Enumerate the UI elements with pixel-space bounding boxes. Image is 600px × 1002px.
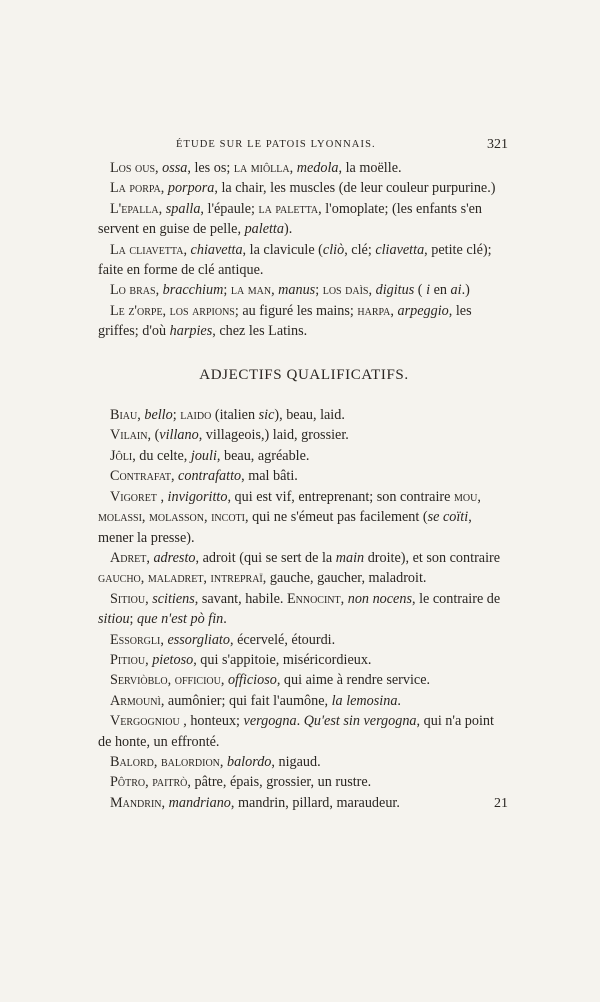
entry-text: , [155, 282, 163, 299]
section-title: ADJECTIFS QUALIFICATIFS. [199, 366, 409, 383]
entry-text: , villageois,) laid, grossier. [198, 427, 349, 444]
entry-text: ; [223, 282, 231, 299]
headword: Biau [110, 407, 138, 424]
italic-term: ossa [162, 160, 188, 176]
entry-text: , la moëlle. [338, 160, 402, 176]
body-text [98, 158, 510, 813]
entry-text: , [156, 488, 168, 505]
entry-text: , mal bâti. [241, 468, 298, 485]
entry-text: , mandrin, pillard, maraudeur. [230, 794, 400, 811]
italic-term: mandriano [168, 794, 231, 811]
headword: Lo bras [110, 282, 156, 299]
dictionary-entry [98, 466, 510, 486]
entry-text: droite), et son contraire [364, 549, 501, 566]
italic-term: la lemosina [331, 692, 398, 709]
headword: Mandrin [110, 794, 162, 811]
headword: Vigoret [110, 488, 157, 505]
italic-term: digitus [375, 282, 415, 299]
entry-text: , le contraire de [411, 590, 501, 607]
entry-text: , [137, 407, 145, 424]
italic-term: essorgliato [167, 631, 230, 648]
entry-text: , la chair, les muscles (de leur couleur purpurine.) [214, 180, 496, 197]
headword: Essorgli [110, 631, 161, 648]
headword: Armounì [110, 692, 161, 709]
entry-text: , nigaud. [271, 753, 321, 770]
entry-text: ), beau, laid. [274, 407, 345, 424]
headword: Balord, balordion [110, 753, 220, 770]
entry-text: , [170, 468, 179, 485]
headword: harpa [357, 302, 391, 319]
italic-term: i [426, 282, 431, 299]
italic-term: porpora [167, 180, 215, 197]
italic-term: sic [258, 407, 275, 424]
headword: los daìs [322, 282, 369, 299]
entry-text: . [296, 713, 304, 730]
entry-text: , gauche, gaucher, maladroit. [262, 570, 427, 587]
italic-term: non nocens [347, 590, 412, 607]
italic-term: jouli [190, 447, 217, 464]
dictionary-entry [98, 487, 510, 548]
headword: Le z'orpe, los arpions [110, 302, 235, 319]
italic-term: invigoritto [167, 488, 228, 505]
anatomy-entries [98, 158, 510, 342]
dictionary-entry [98, 240, 510, 281]
dictionary-entry [98, 199, 510, 240]
italic-term: bracchium [162, 282, 224, 299]
headword: Adret [110, 549, 147, 566]
entry-text: , [160, 631, 168, 648]
entry-text: . [223, 611, 227, 628]
headword: Pitiou [110, 651, 146, 668]
entry-text: ; au figuré les mains; [234, 302, 358, 319]
italic-term: contrafatto [178, 468, 242, 485]
italic-term: chiavetta [190, 241, 243, 258]
entry-text: , qui est vif, entreprenant; son contraire [227, 488, 454, 505]
entry-text: , [390, 302, 398, 319]
entry-text: , aumônier; qui fait l'aumône, [160, 692, 332, 709]
dictionary-entry [98, 650, 510, 670]
entry-text: , [220, 672, 228, 689]
headword: Vergogniou [110, 713, 180, 730]
entry-text: , [146, 549, 154, 566]
entry-text: , [271, 282, 279, 299]
entry-text: . [397, 692, 401, 709]
entry-text: , du celte, [132, 447, 191, 464]
entry-text: , [160, 180, 168, 197]
italic-term: vergogna [243, 713, 297, 730]
page-number: 321 [487, 137, 508, 152]
headword: Contrafat [110, 468, 171, 485]
headword: la paletta [258, 200, 319, 217]
dictionary-entry [98, 691, 510, 711]
entry-text: , beau, agréable. [216, 447, 310, 464]
italic-term: officioso [227, 672, 277, 689]
entry-text: , [145, 590, 153, 607]
adjective-entries [98, 405, 510, 813]
headword: la miôlla [233, 160, 290, 176]
headword: Serviòblo, officiou [110, 672, 221, 689]
dictionary-entry [98, 425, 510, 445]
italic-term: manus [278, 282, 316, 299]
italic-term: cliò [322, 241, 345, 258]
entry-text: , les griffes; d'où [98, 302, 472, 340]
dictionary-entry [98, 589, 510, 630]
entry-text: (italien [211, 407, 259, 424]
dictionary-entry [98, 405, 510, 425]
headword: la man [230, 282, 272, 299]
entry-text: , l'épaule; [200, 200, 259, 217]
entry-text: , [183, 241, 191, 258]
entry-text: , petite clé); faite en forme de clé antique. [98, 241, 492, 279]
italic-term: sitiou [98, 611, 130, 628]
entry-text: , mener la presse). [98, 509, 472, 546]
entry-text: en [430, 282, 451, 299]
headword: Jôli [110, 447, 133, 464]
dictionary-entry [98, 711, 510, 752]
entry-text: ). [283, 221, 293, 238]
italic-term: arpeggio [397, 302, 449, 319]
dictionary-entry [98, 772, 510, 792]
entry-text: , chez les Latins. [212, 323, 308, 340]
italic-term: main [335, 549, 365, 566]
italic-term: adresto [153, 549, 196, 566]
entry-text: , qui aime à rendre service. [276, 672, 431, 689]
entry-text: , les os; [187, 160, 234, 176]
italic-term: se coïti [427, 509, 469, 526]
entry-text: , clé; [344, 241, 376, 258]
running-header [98, 137, 508, 153]
headword: Pôtro, paitrò [110, 774, 188, 791]
entry-text: , écervelé, étourdi. [229, 631, 336, 648]
italic-term: que n'est pò fin [137, 611, 224, 628]
entry-text: ( [414, 282, 427, 299]
headword: La cliavetta [110, 241, 184, 258]
dictionary-entry [98, 178, 510, 198]
entry-text: , qui n'a point de honte, un effronté. [98, 713, 494, 750]
dictionary-entry [98, 752, 510, 772]
entry-text: , [161, 794, 169, 811]
italic-term: balordo [226, 753, 272, 770]
headword: Los ous [110, 160, 156, 176]
headword: Ennocint [286, 590, 341, 607]
entry-text: , honteux; [179, 713, 244, 730]
italic-term: scitiens [152, 590, 195, 607]
italic-term: paletta [244, 221, 284, 238]
running-title: ÉTUDE SUR LE PATOIS LYONNAIS. [176, 139, 376, 150]
signature-mark: 21 [494, 796, 508, 811]
italic-term: Qu'est sin vergogna [303, 713, 417, 730]
entry-text: , [219, 753, 227, 770]
headword: Vilain [110, 427, 148, 444]
entry-text: ; [172, 407, 181, 424]
dictionary-entry [98, 446, 510, 466]
entry-text: , [340, 590, 348, 607]
entry-text: , [368, 282, 376, 299]
entry-text: , qui s'appitoie, miséricordieux. [193, 651, 372, 668]
italic-term: cliavetta [375, 241, 425, 258]
headword: mou, molassi, molasson, incoti [98, 488, 481, 526]
entry-text: , savant, habile. [194, 590, 287, 607]
entry-text: ; [129, 611, 138, 628]
italic-term: ai [450, 282, 462, 299]
italic-term: medola [296, 160, 339, 176]
headword: gaucho, maladret, intrepraï [98, 570, 263, 587]
italic-term: bello [144, 407, 173, 424]
entry-text: , adroit (qui se sert de la [195, 549, 336, 566]
entry-text: , qui ne s'émeut pas facilement ( [244, 509, 428, 526]
dictionary-entry [98, 280, 510, 300]
headword: laido [180, 407, 212, 424]
dictionary-entry [98, 548, 510, 589]
dictionary-entry [98, 670, 510, 690]
entry-text: , l'omoplate; (les enfants s'en servent en guise de pelle, [98, 200, 483, 238]
dictionary-entry [98, 301, 510, 342]
entry-text: , pâtre, épais, grossier, un rustre. [187, 774, 372, 791]
entry-text: , ( [147, 427, 160, 444]
dictionary-entry [98, 158, 510, 178]
italic-term: pietoso [152, 651, 194, 668]
entry-text: , la clavicule ( [242, 241, 323, 258]
dictionary-entry [98, 630, 510, 650]
entry-text: .) [461, 282, 470, 299]
entry-text: , [289, 160, 297, 176]
entry-text: , [145, 651, 153, 668]
entry-text: , [155, 160, 163, 176]
italic-term: villano [159, 427, 199, 444]
entry-text: , [158, 200, 166, 217]
italic-term: spalla [165, 200, 201, 217]
headword: L'epalla [110, 200, 159, 217]
entry-text: ; [315, 282, 323, 299]
headword: La porpa [110, 180, 161, 197]
headword: Sitiou [110, 590, 146, 607]
italic-term: harpies [169, 323, 213, 340]
